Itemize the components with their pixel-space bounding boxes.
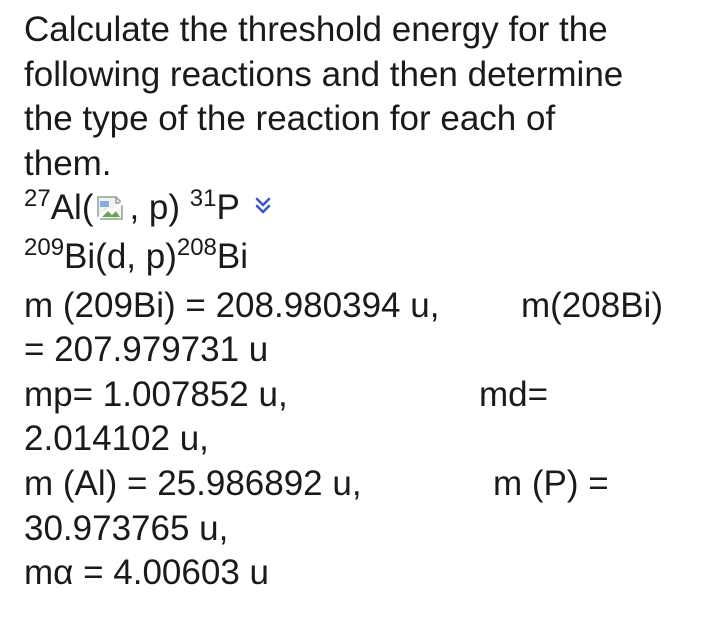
reaction-2-product: Bi [216, 236, 249, 276]
mass-row-al-p [24, 462, 704, 507]
reaction-1-target-mass-number: 27 [24, 185, 51, 213]
mass-proton: mp= 1.007852 u, [24, 374, 288, 414]
reaction-2-target-mass-number: 209 [24, 233, 65, 261]
reaction-1-product-mass-number: 31 [189, 185, 217, 213]
intro-line-2: following reactions and then determine [24, 54, 624, 94]
reaction-2-middle: Bi(d, p) [64, 236, 177, 276]
mass-deuteron-value: 2.014102 u, [24, 419, 209, 459]
mass-bi209: m (209Bi) = 208.980394 u, [24, 285, 440, 325]
mass-phosphorus-value: 30.973765 u, [24, 508, 229, 548]
broken-image-icon [94, 190, 128, 220]
intro-line-1: Calculate the threshold energy for the [24, 10, 608, 49]
mass-aluminium: m (Al) = 25.986892 u, [24, 463, 362, 503]
mass-row-bi [24, 284, 704, 329]
mass-deuteron-label: md= [479, 374, 549, 414]
intro-line-3: the type of the reaction for each of [24, 99, 556, 139]
reaction-2-product-mass-number: 208 [176, 233, 217, 261]
reaction-2 [24, 235, 704, 284]
reaction-1-product: P [216, 188, 240, 228]
question-text [24, 8, 704, 596]
mass-phosphorus-label: m (P) = [493, 463, 609, 503]
reaction-1-rest: , p) [129, 188, 181, 228]
mass-alpha: mα = 4.00603 u [24, 553, 269, 593]
double-chevron-down-icon[interactable] [254, 186, 272, 210]
reaction-1 [24, 186, 704, 235]
mass-row-p-d [24, 373, 704, 418]
reaction-1-target: Al( [50, 188, 94, 228]
mass-bi208-value: = 207.979731 u [24, 330, 269, 370]
intro-line-4: them. [24, 143, 112, 183]
mass-bi208-label: m(208Bi) [521, 285, 663, 325]
